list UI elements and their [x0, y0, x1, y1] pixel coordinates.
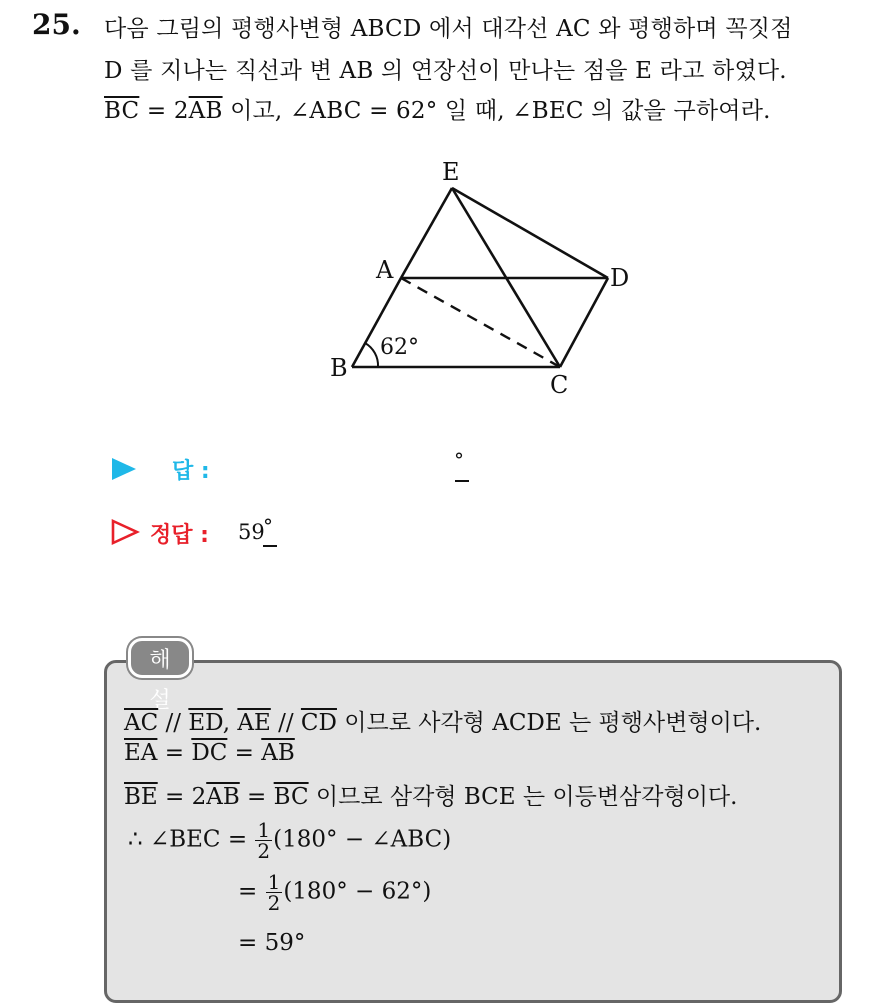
- question-line-2: D 를 지나는 직선과 변 AB 의 연장선이 만나는 점을 E 라고 하였다.: [104, 58, 787, 84]
- question-line-3: $\overline{BC} = 2\overline{AB}$ 이고, ∠ABC = 62° 일 때, ∠BEC 의 값을 구하여라.: [104, 98, 771, 124]
- correct-label: 정답 :: [150, 523, 209, 548]
- edge-cd: [560, 278, 608, 367]
- question-number: 25.: [32, 8, 81, 41]
- diagonal-ac-dashed: [401, 278, 560, 367]
- question-line-1: 다음 그림의 평행사변형 ABCD 에서 대각선 AC 와 평행하며 꼭짓점: [104, 16, 793, 42]
- edge-ae: [401, 188, 452, 278]
- label-c: C: [550, 371, 569, 399]
- angle-arc: [365, 343, 378, 367]
- solution-line-6: = 59°: [238, 930, 306, 956]
- label-angle-62: 62°: [380, 335, 419, 360]
- parallelogram-figure: [300, 150, 660, 410]
- correct-value: 59: [238, 520, 265, 544]
- edge-ed: [452, 188, 608, 278]
- solution-line-5: = $\frac{1}{2}$ (180° − 62°): [238, 870, 432, 915]
- answer-unit: °: [454, 448, 464, 472]
- label-a: A: [376, 256, 394, 284]
- answer-marker-icon: [110, 456, 138, 482]
- segment-ab: $\overline{AB}$: [188, 98, 223, 124]
- answer-label: 답 :: [172, 459, 210, 484]
- label-b: B: [330, 354, 348, 382]
- answer-blank[interactable]: [455, 480, 469, 482]
- correct-underline: [263, 545, 277, 547]
- correct-marker-icon: [110, 518, 140, 546]
- solution-line-1: $\overline{AC} // \overline{ED}$, $\overline{AE} // \overline{CD}$ 이므로 사각형 ACDE 는 평행사변형이다.: [124, 710, 762, 736]
- solution-line-4: ∴ ∠BEC = $\frac{1}{2}$ (180° − ∠ABC): [128, 818, 452, 863]
- label-d: D: [610, 264, 630, 292]
- solution-line-3: $\overline{BE} = 2\overline{AB} = \overline{BC}$ 이므로 삼각형 BCE 는 이등변삼각형이다.: [124, 784, 738, 810]
- label-e: E: [442, 158, 460, 186]
- solution-line-2: $\overline{EA} = \overline{DC} = \overline{AB}$: [124, 740, 295, 766]
- solution-tag: 해설: [128, 638, 192, 678]
- segment-bc: $\overline{BC}$: [104, 98, 140, 124]
- correct-unit: °: [263, 514, 273, 538]
